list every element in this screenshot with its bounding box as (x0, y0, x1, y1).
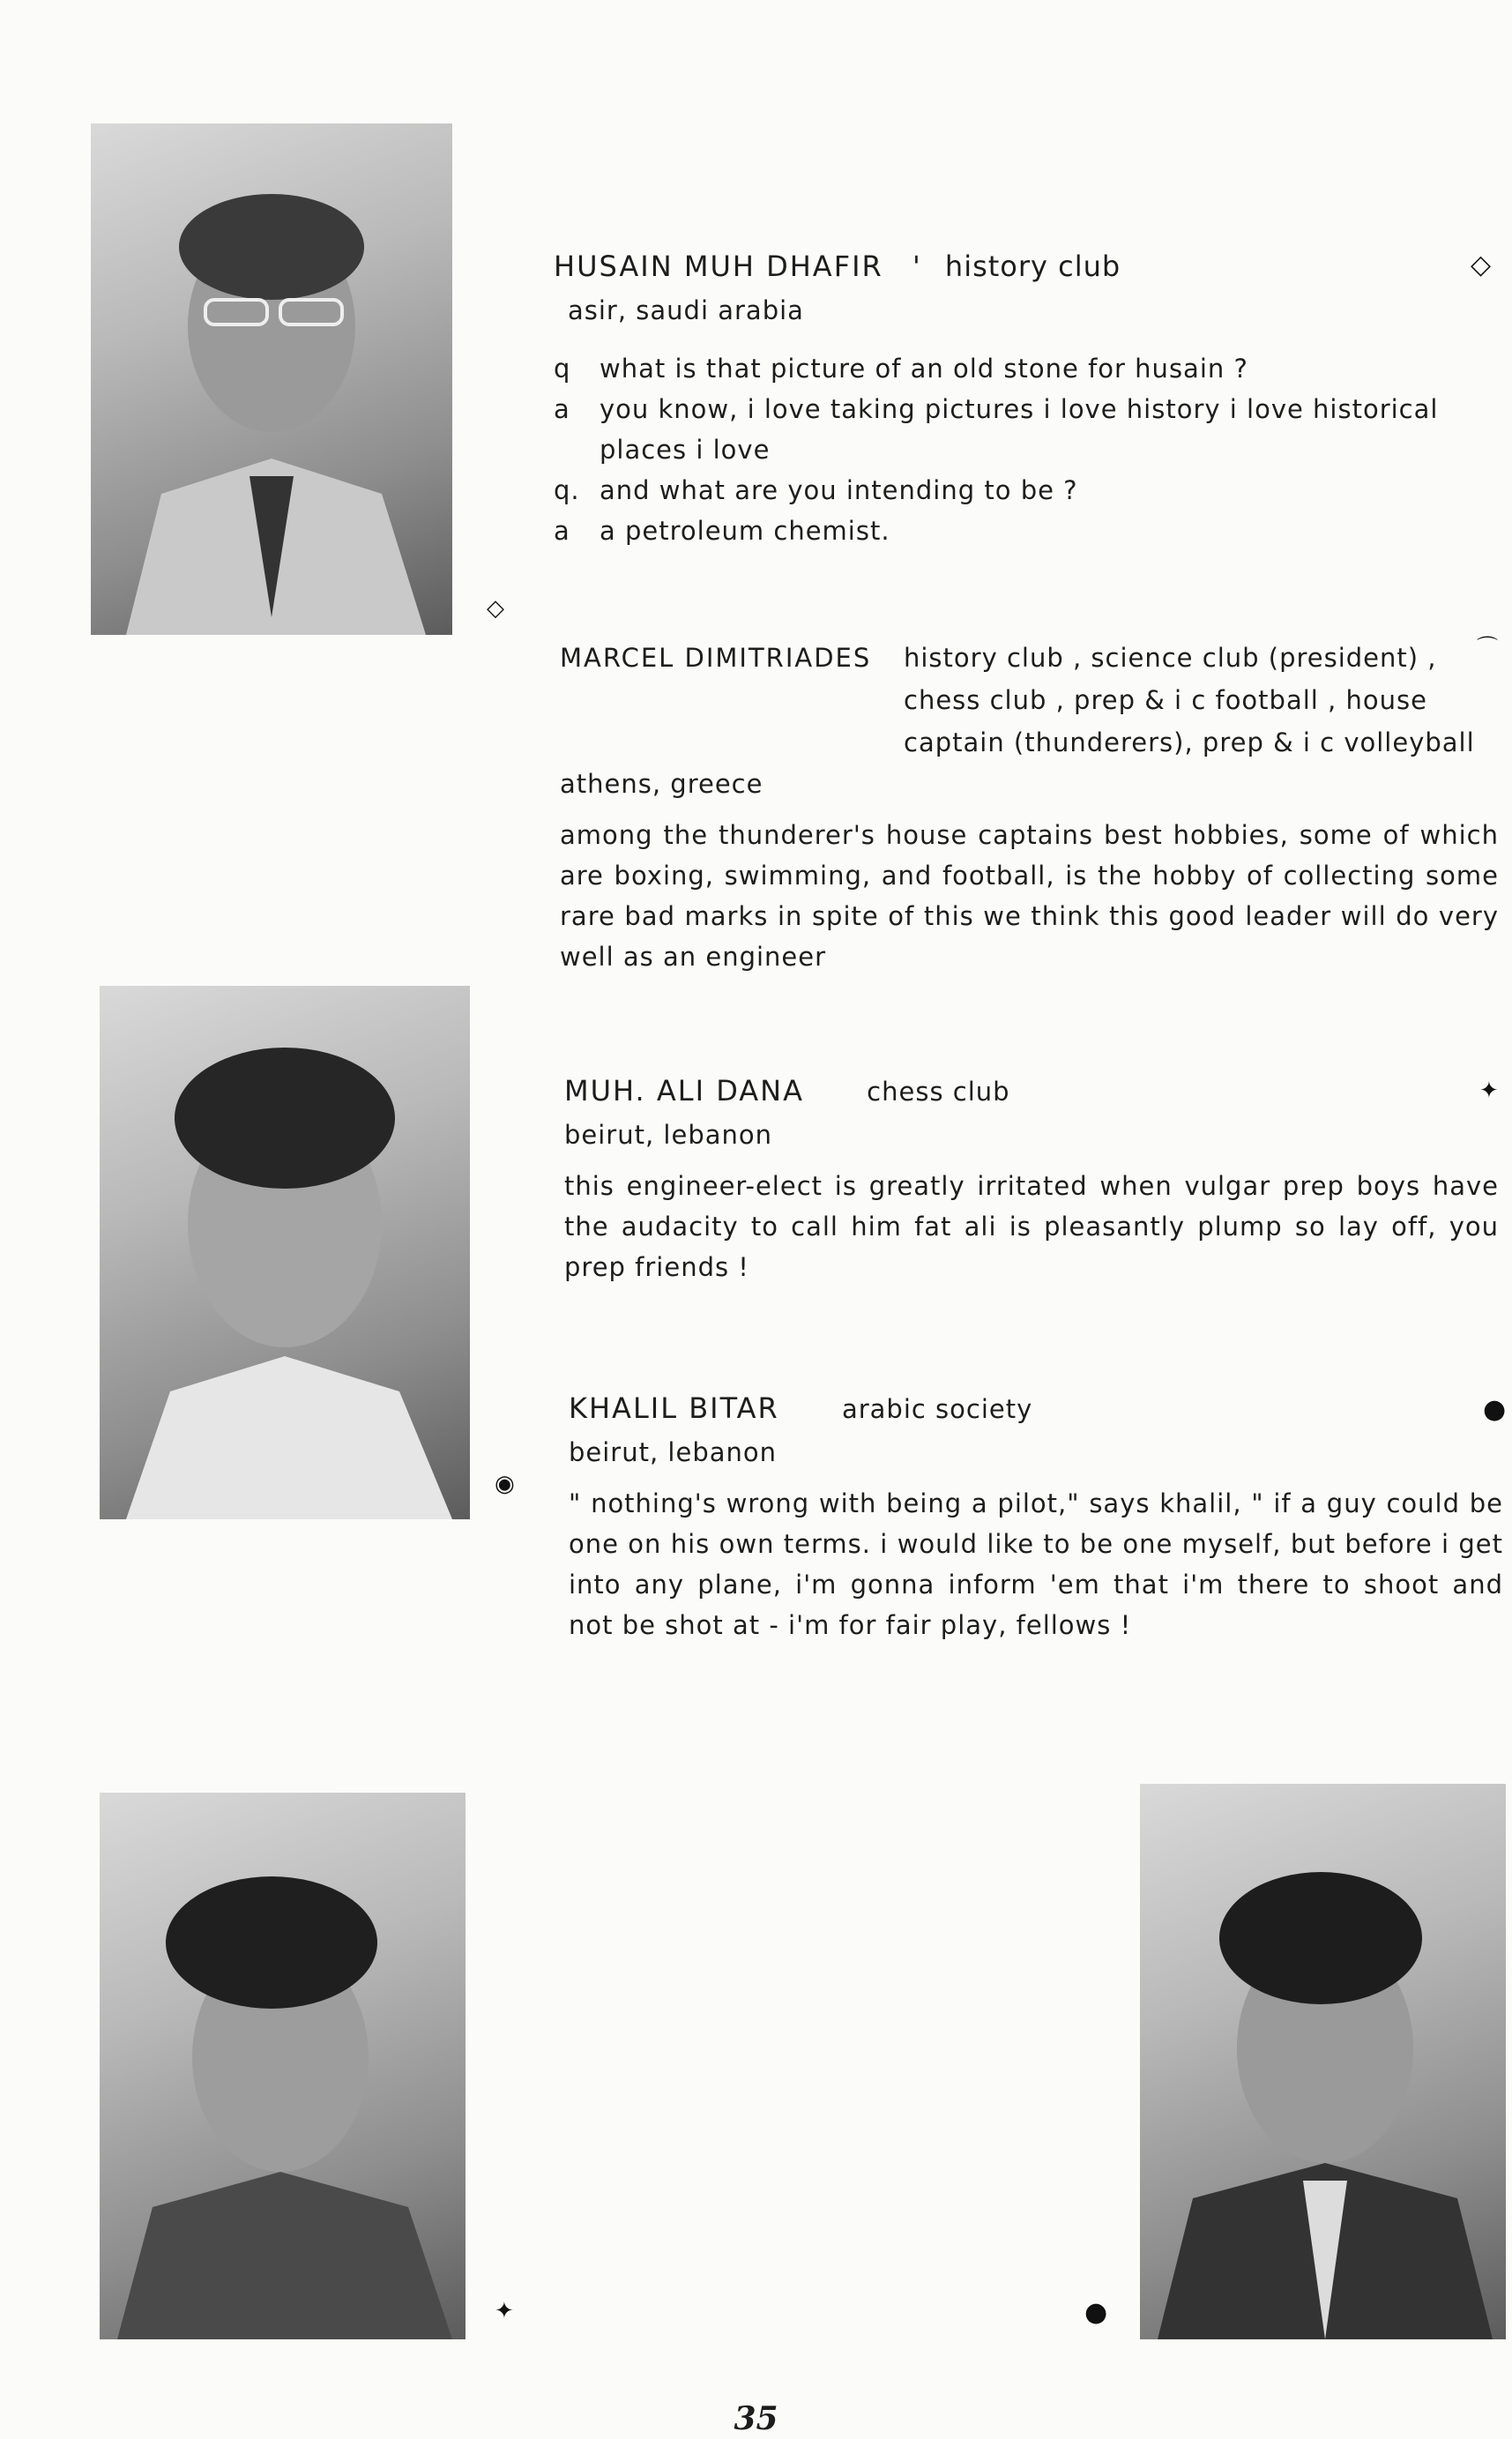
entry-heading (554, 250, 1453, 283)
separator: ' (912, 250, 921, 283)
star-icon: ✦ (495, 2298, 514, 2324)
student-name: HUSAIN MUH DHAFIR (554, 250, 883, 283)
page-number: 35 (734, 2400, 778, 2437)
student-name: MUH. ALI DANA (564, 1074, 804, 1108)
portrait-illustration (100, 1793, 466, 2339)
portrait-illustration (100, 986, 470, 1519)
student-blurb: " nothing's wrong with being a pilot," says khalil, " if a guy could be one on his own terms. i would like to be one myself, but before i get into any plane, i'm gonna inform 'em that i'm there to shoot and not be shot at - i'm for fair play, fellows ! (569, 1488, 1503, 1640)
portrait-illustration (91, 123, 452, 635)
entry-heading (560, 637, 1499, 758)
qa-row: a a petroleum chemist. (554, 516, 890, 546)
photo-muh-ali-dana (100, 986, 470, 1519)
diamond-icon: ◇ (1471, 250, 1492, 280)
student-hometown: beirut, lebanon (564, 1120, 772, 1150)
student-clubs: arabic society (841, 1394, 1033, 1424)
entry-heading (569, 1391, 1503, 1425)
student-clubs: history club , science club (president) , chess club , prep & i c football , house captain (thunderers), prep & i c volleyball (904, 643, 1475, 757)
student-clubs: history club (944, 250, 1121, 283)
student-blurb: this engineer-elect is greatly irritated when vulgar prep boys have the audacity to call him fat ali is pleasantly plump so lay off, you prep friends ! (564, 1171, 1499, 1282)
qa-row: a you know, i love taking pictures i love history i love historical places i love (554, 394, 1439, 465)
entry-marcel-dimitriades (560, 637, 1499, 977)
arc-icon: ⌒ (1477, 635, 1498, 660)
photo-marcel-dimitriades (100, 1793, 466, 2339)
dot-icon: ● (1483, 1394, 1507, 1425)
diamond-icon: ◇ (487, 595, 504, 622)
student-clubs: chess club (867, 1077, 1010, 1107)
student-hometown: beirut, lebanon (569, 1437, 777, 1467)
qa-row: q. and what are you intending to be ? (554, 475, 1078, 505)
entry-husain-dhafir (554, 250, 1453, 551)
student-name: MARCEL DIMITRIADES (560, 643, 872, 673)
star-icon: ✦ (1479, 1078, 1499, 1104)
entry-khalil-bitar (569, 1391, 1503, 1645)
student-hometown: athens, greece (560, 769, 763, 799)
student-hometown: asir, saudi arabia (568, 295, 804, 325)
student-blurb: among the thunderer's house captains best hobbies, some of which are boxing, swimming, and football, is the hobby of collecting some rare bad marks in spite of this we think this good leader will do very well as an engineer (560, 820, 1499, 972)
qa-row: q what is that picture of an old stone for husain ? (554, 354, 1248, 384)
photo-khalil-bitar (1140, 1784, 1506, 2339)
photo-husain-dhafir (91, 123, 452, 635)
portrait-illustration (1140, 1784, 1506, 2339)
qa-list (554, 348, 1453, 551)
spiral-icon: ◉ (495, 1471, 515, 1497)
student-name: KHALIL BITAR (569, 1391, 779, 1425)
dot-icon: ● (1084, 2297, 1108, 2328)
entry-heading (564, 1074, 1499, 1108)
entry-muh-ali-dana (564, 1074, 1499, 1287)
